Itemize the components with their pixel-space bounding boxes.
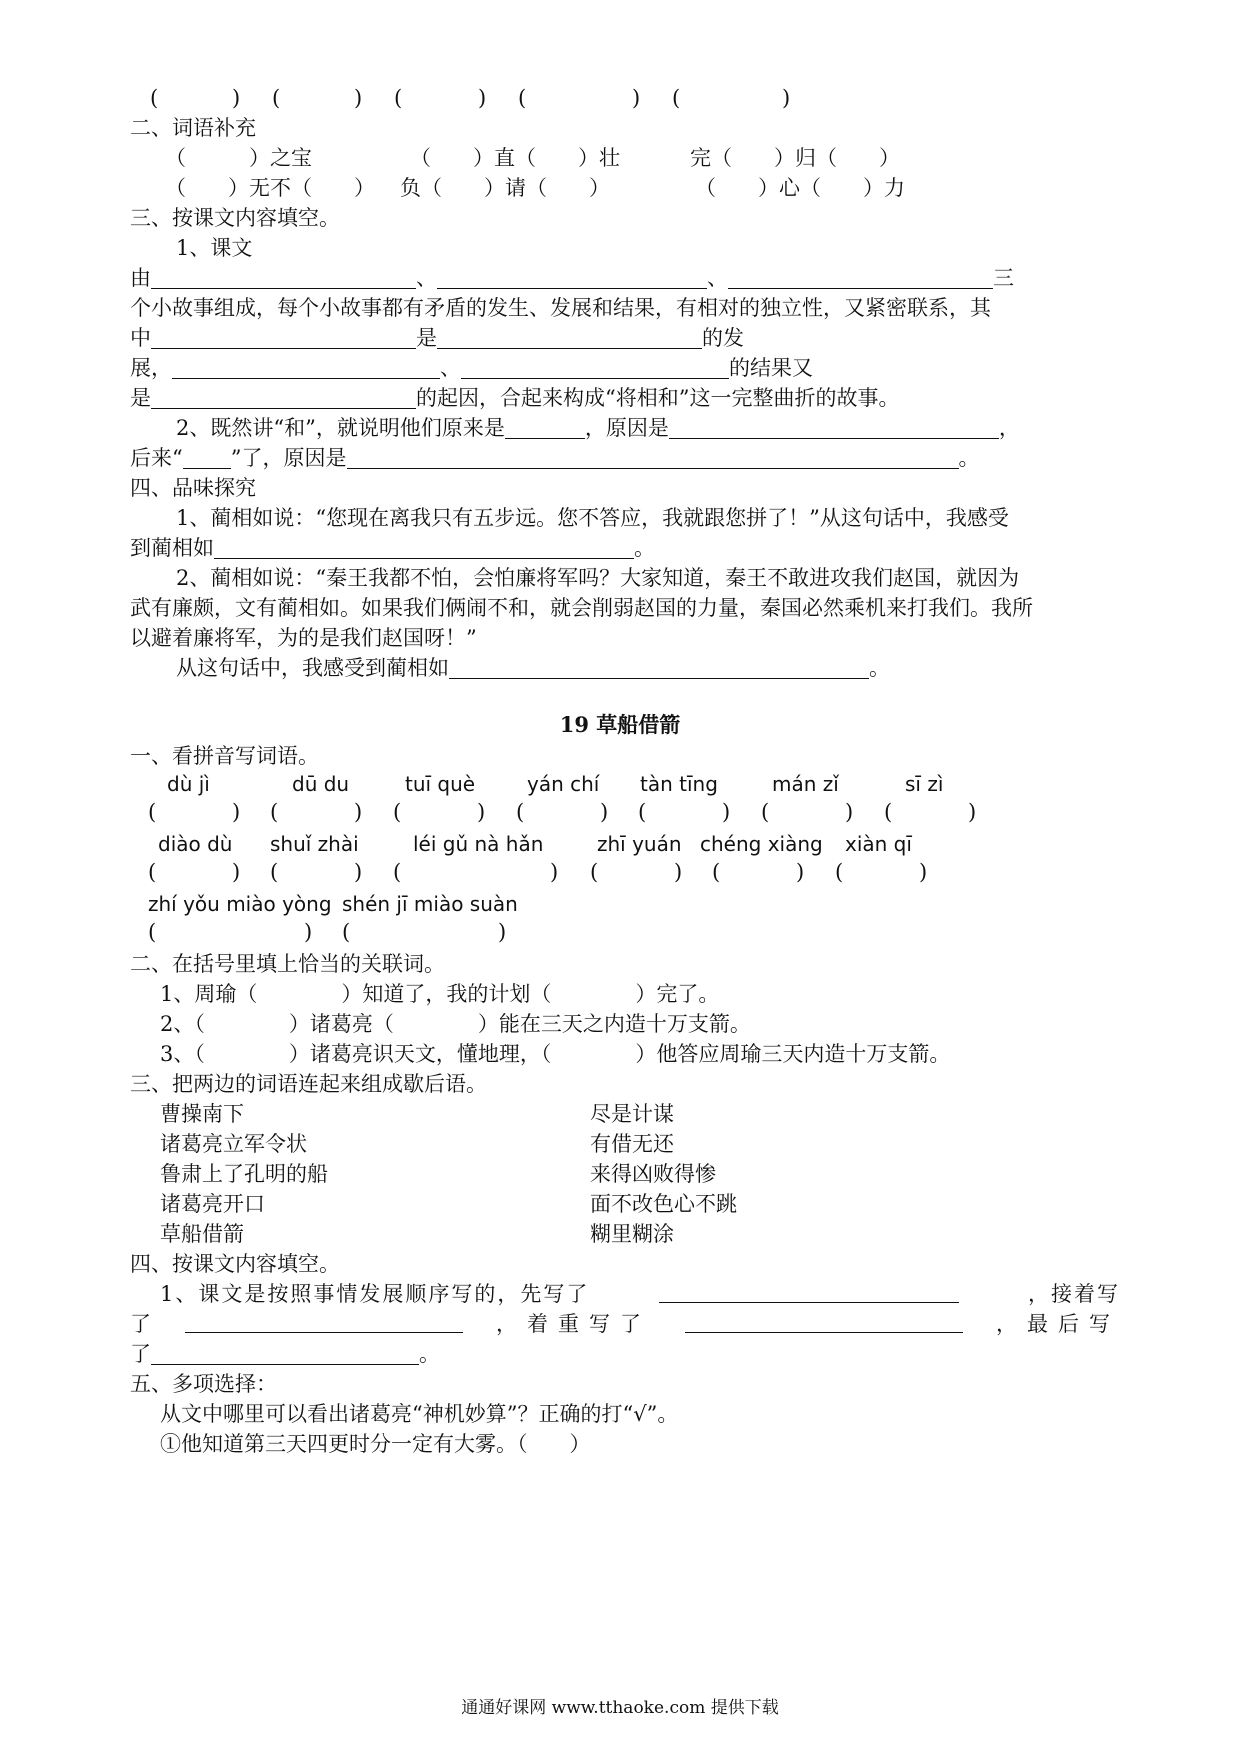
question-line: 从文中哪里可以看出诸葛亮“神机妙算”？正确的打“√”。	[160, 1402, 679, 1426]
pinyin: tàn tīng	[640, 772, 718, 796]
word-fill-item: （ ）心（ ）力	[695, 176, 905, 200]
xiehouyu-left-item[interactable]: 鲁肃上了孔明的船	[160, 1162, 328, 1186]
pinyin: shén jī miào suàn	[342, 892, 518, 916]
bracket: (	[516, 800, 525, 824]
xiehouyu-right-item[interactable]: 来得凶败得惨	[590, 1162, 716, 1186]
fill-line	[130, 352, 1120, 385]
text: 由	[130, 266, 151, 290]
bracket: (	[342, 920, 351, 944]
bracket: (	[148, 800, 157, 824]
text: 中	[130, 326, 151, 350]
bracket: (	[672, 86, 681, 110]
bracket: (	[835, 860, 844, 884]
word-fill-item: （ ）无不（ ）	[165, 176, 375, 200]
word-fill-item: （ ）之宝	[165, 146, 312, 170]
bracket: (	[884, 800, 893, 824]
bracket: )	[968, 800, 977, 824]
bracket: (	[270, 800, 279, 824]
bracket: (	[148, 920, 157, 944]
fill-line	[130, 322, 1120, 355]
text: 是	[130, 386, 151, 410]
text: 。	[419, 1342, 440, 1366]
pinyin: shuǐ zhài	[270, 832, 359, 856]
bracket: )	[232, 860, 241, 884]
text: 。	[958, 446, 980, 470]
bracket: )	[674, 860, 683, 884]
bracket: )	[232, 800, 241, 824]
pinyin: dū du	[292, 772, 350, 796]
text: 了	[130, 1312, 151, 1336]
pinyin: tuī què	[405, 772, 476, 796]
xiehouyu-left-item[interactable]: 草船借箭	[160, 1222, 244, 1246]
text: ”了，原因是	[230, 446, 347, 470]
text: 1、课文是按照事情发展顺序写的，先写了	[160, 1282, 590, 1306]
fill-line	[130, 1308, 1120, 1341]
section-heading: 四、按课文内容填空。	[130, 1252, 340, 1276]
section-heading: 二、在括号里填上恰当的关联词。	[130, 952, 445, 976]
section-heading: 一、看拼音写词语。	[130, 744, 319, 768]
bracket: )	[498, 920, 507, 944]
xiehouyu-right-item[interactable]: 尽是计谋	[590, 1102, 674, 1126]
word-fill-item: 完（ ）归（ ）	[690, 146, 900, 170]
question-line: 1、周瑜（ ）知道了，我的计划（ ）完了。	[160, 982, 720, 1006]
text: 了	[130, 1342, 151, 1366]
footer-credit: 通通好课网 www.tthaoke.com 提供下载	[461, 1698, 779, 1718]
text: 从这句话中，我感受到蔺相如	[176, 656, 449, 680]
answer-blank[interactable]	[151, 264, 416, 289]
fill-line	[130, 1338, 1120, 1371]
bracket: )	[782, 86, 791, 110]
text: 2、既然讲“和”，就说明他们原来是	[176, 416, 505, 440]
xiehouyu-left-item[interactable]: 诸葛亮立军令状	[160, 1132, 307, 1156]
text: 、	[440, 356, 461, 380]
bracket: )	[354, 800, 363, 824]
xiehouyu-left-item[interactable]: 曹操南下	[160, 1102, 244, 1126]
bracket: (	[148, 860, 157, 884]
bracket: (	[590, 860, 599, 884]
bracket: )	[477, 800, 486, 824]
pinyin: léi gǔ nà hǎn	[413, 832, 544, 856]
text: 、	[707, 266, 728, 290]
answer-blank[interactable]	[728, 264, 993, 289]
bracket: (	[761, 800, 770, 824]
text: 的结果又	[729, 356, 813, 380]
question-line: 2、（ ）诸葛亮（ ）能在三天之内造十万支箭。	[160, 1012, 751, 1036]
paragraph-line: 2、蔺相如说：“秦王我都不怕，会怕廉将军吗？大家知道，秦王不敢进攻我们赵国，就因为	[176, 566, 1020, 590]
text: 后来“	[130, 446, 183, 470]
text: 的发	[702, 326, 744, 350]
answer-blank[interactable]	[669, 414, 999, 439]
word-fill-item: 负（ ）请（ ）	[400, 176, 610, 200]
fill-line	[130, 262, 1120, 295]
fill-line	[130, 382, 1120, 415]
answer-blank[interactable]	[437, 324, 702, 349]
answer-blank[interactable]	[151, 324, 416, 349]
text: 、	[416, 266, 437, 290]
pinyin: mán zǐ	[772, 772, 839, 796]
text: 是	[416, 326, 437, 350]
answer-blank[interactable]	[685, 1308, 963, 1333]
answer-blank[interactable]	[151, 384, 416, 409]
answer-blank[interactable]	[214, 534, 634, 559]
answer-blank[interactable]	[449, 654, 869, 679]
xiehouyu-left-item[interactable]: 诸葛亮开口	[160, 1192, 265, 1216]
paragraph-line: 武有廉颇，文有蔺相如。如果我们俩闹不和，就会削弱赵国的力量，秦国必然乘机来打我们。我所	[130, 596, 1033, 620]
bracket: )	[919, 860, 928, 884]
paragraph-line: 1、蔺相如说：“您现在离我只有五步远。您不答应，我就跟您拼了！”从这句话中，我感受	[176, 506, 1009, 530]
answer-blank[interactable]	[437, 264, 707, 289]
bracket: (	[518, 86, 527, 110]
fill-line	[160, 1278, 1120, 1311]
answer-blank[interactable]	[659, 1278, 959, 1303]
answer-blank[interactable]	[347, 444, 959, 469]
section-heading: 四、品味探究	[130, 476, 256, 500]
bracket: (	[712, 860, 721, 884]
pinyin: dù jì	[167, 772, 210, 796]
section-heading: 三、按课文内容填空。	[130, 206, 340, 230]
text: ，接着写	[1027, 1282, 1120, 1306]
text: 。	[634, 536, 655, 560]
bracket: )	[600, 800, 609, 824]
bracket: )	[354, 86, 363, 110]
pinyin: chéng xiàng	[700, 832, 823, 856]
pinyin: yán chí	[527, 772, 600, 796]
answer-blank[interactable]	[505, 414, 585, 439]
fill-line	[176, 412, 1121, 445]
bracket: (	[394, 86, 403, 110]
text: ，	[998, 416, 1020, 440]
text: 到蔺相如	[130, 536, 214, 560]
answer-blank[interactable]	[183, 444, 231, 469]
pinyin: zhí yǒu miào yòng	[148, 892, 332, 916]
bracket: (	[393, 800, 402, 824]
question-line: 3、（ ）诸葛亮识天文，懂地理，（ ）他答应周瑜三天内造十万支箭。	[160, 1042, 951, 1066]
answer-blank[interactable]	[151, 1340, 419, 1365]
text: 展，	[130, 356, 172, 380]
pinyin: xiàn qī	[845, 832, 912, 856]
answer-blank[interactable]	[172, 354, 440, 379]
bracket: )	[722, 800, 731, 824]
bracket: (	[272, 86, 281, 110]
lesson-title: 19 草船借箭	[559, 712, 681, 737]
text: 三	[993, 266, 1014, 290]
fill-line	[176, 652, 1166, 685]
paragraph-line: 以避着廉将军，为的是我们赵国呀！”	[130, 626, 477, 650]
fill-line	[130, 532, 1120, 565]
section-heading: 三、把两边的词语连起来组成歇后语。	[130, 1072, 487, 1096]
bracket: )	[354, 860, 363, 884]
bracket: (	[150, 86, 159, 110]
xiehouyu-right-item[interactable]: 糊里糊涂	[590, 1222, 674, 1246]
text: 的起因，合起来构成“将相和”这一完整曲折的故事。	[416, 386, 900, 410]
fill-line	[130, 442, 1120, 475]
bracket: )	[550, 860, 559, 884]
xiehouyu-right-item[interactable]: 面不改色心不跳	[590, 1192, 737, 1216]
option-line[interactable]: ①他知道第三天四更时分一定有大雾。（ ）	[160, 1432, 591, 1456]
paragraph-line: 个小故事组成，每个小故事都有矛盾的发生、发展和结果，有相对的独立性，又紧密联系，其	[130, 296, 991, 320]
section-heading: 二、词语补充	[130, 116, 256, 140]
text: ，着重写了	[496, 1312, 651, 1336]
bracket: )	[845, 800, 854, 824]
xiehouyu-right-item[interactable]: 有借无还	[590, 1132, 674, 1156]
pinyin: diào dù	[158, 832, 233, 856]
bracket: (	[638, 800, 647, 824]
word-fill-item: （ ）直（ ）壮	[410, 146, 620, 170]
pinyin: sī zì	[905, 772, 944, 796]
bracket: )	[478, 86, 487, 110]
bracket: )	[632, 86, 641, 110]
bracket: (	[393, 860, 402, 884]
bracket: )	[304, 920, 313, 944]
answer-blank[interactable]	[461, 354, 729, 379]
text: ，原因是	[584, 416, 669, 440]
section-heading: 五、多项选择：	[130, 1372, 277, 1396]
bracket: )	[796, 860, 805, 884]
text: ，最后写	[996, 1312, 1120, 1336]
bracket: (	[270, 860, 279, 884]
text: 。	[869, 656, 890, 680]
bracket: )	[232, 86, 241, 110]
answer-blank[interactable]	[185, 1308, 463, 1333]
pinyin: zhī yuán	[597, 832, 682, 856]
question-label: 1、课文	[176, 236, 253, 260]
